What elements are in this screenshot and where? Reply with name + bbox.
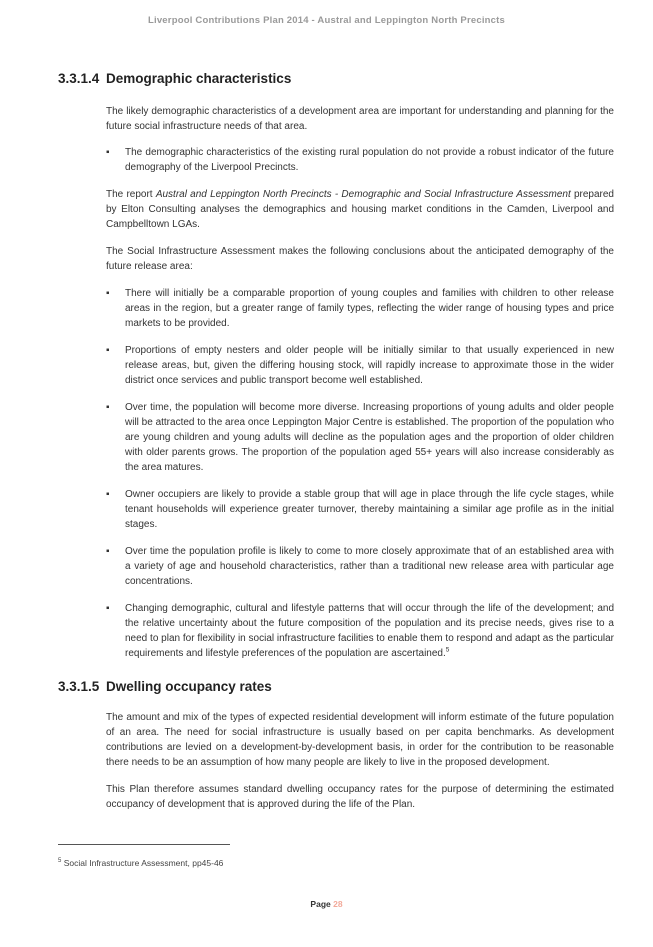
footnote — [58, 858, 223, 868]
bullet-list-top — [106, 145, 614, 175]
footnote-text: Social Infrastructure Assessment, pp45-46 — [63, 858, 224, 868]
list-item — [106, 145, 614, 175]
page-label: Page — [310, 899, 334, 909]
list-item-text: Owner occupiers are likely to provide a stable group that will age in place through the life cycle stages, while tenant households will experience greater turnover, thereby maintaining a similar age profile as in the initial stages. — [125, 489, 614, 530]
page-content — [58, 70, 614, 812]
running-header: Liverpool Contributions Plan 2014 - Austral and Leppington North Precincts — [147, 15, 505, 26]
text-run: prepared by Elton Consulting analyses the demographics and housing market conditions in the Camden, Liverpool and Campbelltown LGAs. — [106, 189, 614, 230]
bullet-marker: ▪ — [106, 147, 110, 158]
section-body-demographic — [106, 104, 614, 661]
bullet-marker: ▪ — [106, 345, 110, 356]
list-item — [106, 343, 614, 388]
section-title: Demographic characteristics — [106, 71, 292, 86]
page-number-value: 28 — [333, 899, 343, 909]
footnote-reference[interactable]: 5 — [445, 646, 450, 654]
bullet-marker: ▪ — [106, 546, 110, 557]
bullet-marker: ▪ — [106, 603, 110, 614]
paragraph: This Plan therefore assumes standard dwelling occupancy rates for the purpose of determining the estimated occupancy of development that is approved during the life of the Plan. — [106, 784, 614, 810]
paragraph: The Social Infrastructure Assessment makes the following conclusions about the anticipated demography of the future release area: — [106, 246, 614, 272]
list-item-text: The demographic characteristics of the existing rural population do not provide a robust indicator of the future demography of the Liverpool Precincts. — [125, 147, 614, 173]
section-body-dwelling — [106, 710, 614, 812]
list-item — [106, 487, 614, 532]
paragraph: The amount and mix of the types of expected residential development will inform estimate of the future population of an area. The need for social infrastructure is usually based on per capita benchmarks. As development contributions are levied on a development-by-development basis, in order for the contribution to be reasonable there needs to be an assumption of how many people are likely to live in the proposed development. — [106, 712, 614, 768]
paragraph: The likely demographic characteristics of a development area are important for understanding and planning for the future social infrastructure needs of that area. — [106, 106, 614, 132]
list-item-text: Over time, the population will become more diverse. Increasing proportions of young adults and older people will be attracted to the area once Leppington Major Centre is established. The proportion of the population who are young children and young adults will decline as the population ages and the proportion of older children with older parents grows. The proportion of the population aged 55+ years will also increase considerably as the area matures. — [125, 402, 615, 473]
bullet-marker: ▪ — [106, 402, 110, 413]
list-item — [106, 400, 614, 475]
text-run: The report — [106, 189, 156, 200]
section-heading-demographic — [58, 70, 614, 88]
footnote-divider — [58, 844, 230, 845]
paragraph-report — [106, 187, 614, 232]
section-heading-dwelling — [58, 678, 614, 696]
footnote-marker: 5 — [58, 858, 62, 865]
bullet-marker: ▪ — [106, 288, 110, 299]
section-number: 3.3.1.5 — [58, 679, 100, 694]
list-item — [106, 601, 614, 661]
list-item — [106, 286, 614, 331]
list-item-text: Changing demographic, cultural and lifestyle patterns that will occur through the life of the development; and the relative uncertainty about the future composition of the population and its precise needs, gives rise to a need to plan for flexibility in social infrastructure facilities to enable them to respond and adapt as the particular requirements and lifestyle preferences of the population are ascertained. — [125, 603, 614, 659]
list-item-text: Proportions of empty nesters and older people will be initially similar to that usually experienced in new release areas, but, given the differing housing stock, will rapidly increase to approximate those in the wider district once services and public transport become well established. — [125, 345, 614, 386]
bullet-list-conclusions — [106, 286, 614, 661]
list-item-text: There will initially be a comparable proportion of young couples and families with children to other release areas in the region, but a greater range of family types, reflecting the wider range of housing types and price markets to be provided. — [125, 288, 614, 329]
list-item-text: Over time the population profile is likely to come to more closely approximate that of an established area with a variety of age and household characteristics, rather than a traditional new release area with particular age concentrations. — [125, 546, 614, 587]
bullet-marker: ▪ — [106, 489, 110, 500]
section-title: Dwelling occupancy rates — [106, 679, 272, 694]
list-item — [106, 544, 614, 589]
section-number: 3.3.1.4 — [58, 71, 100, 86]
page-number — [0, 899, 653, 909]
report-title: Austral and Leppington North Precincts - Demographic and Social Infrastructure Assessment — [155, 189, 571, 200]
